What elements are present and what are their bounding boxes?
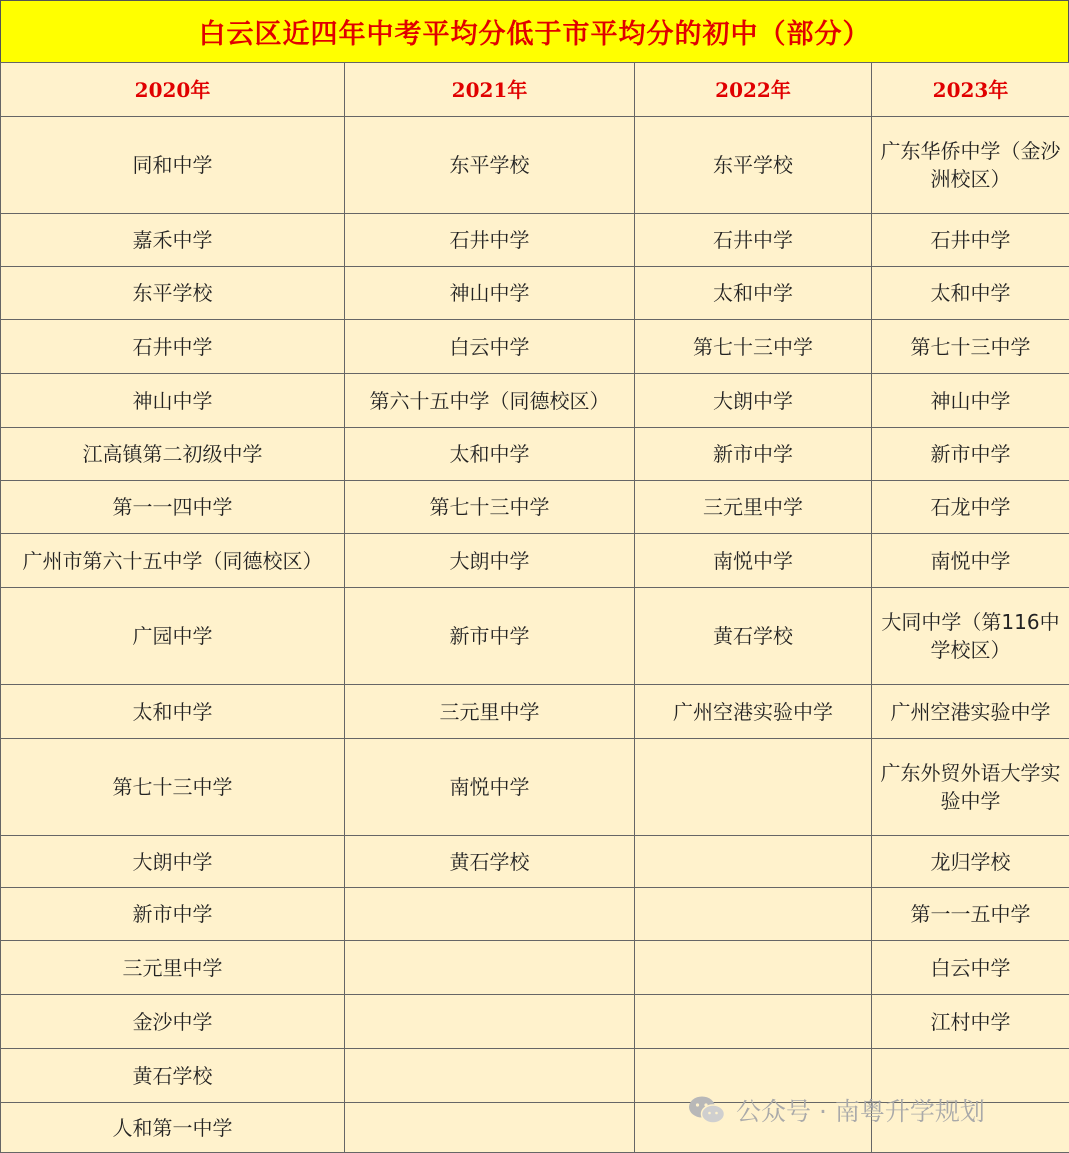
table-cell: 金沙中学: [1, 995, 345, 1049]
table-cell: 大同中学（第116中学校区）: [872, 588, 1069, 685]
table-cell: 太和中学: [345, 428, 635, 481]
table-cell: 大朗中学: [635, 374, 872, 428]
table-cell: 第一一四中学: [1, 481, 345, 534]
watermark: [688, 1090, 985, 1130]
table-cell: 三元里中学: [1, 941, 345, 995]
table-cell: 广州空港实验中学: [635, 685, 872, 739]
table-cell: 黄石学校: [345, 836, 635, 888]
table-row: [1, 428, 1069, 481]
table-cell: 南悦中学: [872, 534, 1069, 588]
table-row: [1, 534, 1069, 588]
table-cell: 石井中学: [635, 214, 872, 267]
table-row: [1, 941, 1069, 995]
table-cell: 人和第一中学: [1, 1103, 345, 1153]
table-row: [1, 588, 1069, 685]
wechat-icon: [688, 1095, 726, 1125]
header-row: [1, 63, 1069, 117]
table-row: [1, 739, 1069, 836]
table-cell: 第一一五中学: [872, 888, 1069, 941]
table-cell: 广东华侨中学（金沙洲校区）: [872, 117, 1069, 214]
table-row: [1, 888, 1069, 941]
table-row: [1, 117, 1069, 214]
schools-table: [0, 62, 1069, 1153]
table-cell: 黄石学校: [635, 588, 872, 685]
table-row: [1, 320, 1069, 374]
table-cell: 太和中学: [872, 267, 1069, 320]
table-cell: 第七十三中学: [1, 739, 345, 836]
table-row: [1, 836, 1069, 888]
table-cell: 石井中学: [1, 320, 345, 374]
table-cell: [345, 995, 635, 1049]
table-cell: [345, 888, 635, 941]
table-cell: 黄石学校: [1, 1049, 345, 1103]
table-cell: 太和中学: [1, 685, 345, 739]
table-cell: 广州市第六十五中学（同德校区）: [1, 534, 345, 588]
table-cell: [635, 941, 872, 995]
table-cell: 神山中学: [872, 374, 1069, 428]
watermark-text: 公众号 · 南粤升学规划: [736, 1092, 985, 1128]
table-cell: 神山中学: [345, 267, 635, 320]
table-cell: [635, 888, 872, 941]
table-cell: 神山中学: [1, 374, 345, 428]
table-cell: 石龙中学: [872, 481, 1069, 534]
table-cell: 三元里中学: [635, 481, 872, 534]
header-2022: 2022年: [635, 63, 872, 117]
table-title: 白云区近四年中考平均分低于市平均分的初中（部分）: [0, 0, 1069, 63]
table-cell: 第六十五中学（同德校区）: [345, 374, 635, 428]
table-cell: 南悦中学: [635, 534, 872, 588]
header-2021: 2021年: [345, 63, 635, 117]
table-cell: 新市中学: [1, 888, 345, 941]
table-cell: 江村中学: [872, 995, 1069, 1049]
table-cell: 广园中学: [1, 588, 345, 685]
table-row: [1, 481, 1069, 534]
table-cell: 石井中学: [345, 214, 635, 267]
table-cell: [345, 941, 635, 995]
table-cell: 东平学校: [635, 117, 872, 214]
table-cell: 嘉禾中学: [1, 214, 345, 267]
table-cell: 南悦中学: [345, 739, 635, 836]
table-cell: 石井中学: [872, 214, 1069, 267]
table-row: [1, 214, 1069, 267]
table-cell: 第七十三中学: [635, 320, 872, 374]
header-2023: 2023年: [872, 63, 1069, 117]
table-cell: 白云中学: [872, 941, 1069, 995]
table-cell: [635, 836, 872, 888]
table-cell: 太和中学: [635, 267, 872, 320]
table-cell: 新市中学: [872, 428, 1069, 481]
table-row: [1, 374, 1069, 428]
table-cell: 新市中学: [345, 588, 635, 685]
table-cell: 大朗中学: [345, 534, 635, 588]
table-cell: 同和中学: [1, 117, 345, 214]
table-cell: 江高镇第二初级中学: [1, 428, 345, 481]
table-cell: 第七十三中学: [345, 481, 635, 534]
table-cell: 第七十三中学: [872, 320, 1069, 374]
header-2020: 2020年: [1, 63, 345, 117]
table-row: [1, 685, 1069, 739]
table-cell: 三元里中学: [345, 685, 635, 739]
table-cell: [635, 739, 872, 836]
table-cell: 大朗中学: [1, 836, 345, 888]
table-cell: 广东外贸外语大学实验中学: [872, 739, 1069, 836]
table-cell: [345, 1049, 635, 1103]
table-cell: 龙归学校: [872, 836, 1069, 888]
table-cell: [345, 1103, 635, 1153]
table-cell: 广州空港实验中学: [872, 685, 1069, 739]
table-row: [1, 267, 1069, 320]
table-cell: 白云中学: [345, 320, 635, 374]
table-cell: 东平学校: [345, 117, 635, 214]
table-cell: 新市中学: [635, 428, 872, 481]
table-row: [1, 995, 1069, 1049]
table-cell: 东平学校: [1, 267, 345, 320]
table-cell: [635, 995, 872, 1049]
